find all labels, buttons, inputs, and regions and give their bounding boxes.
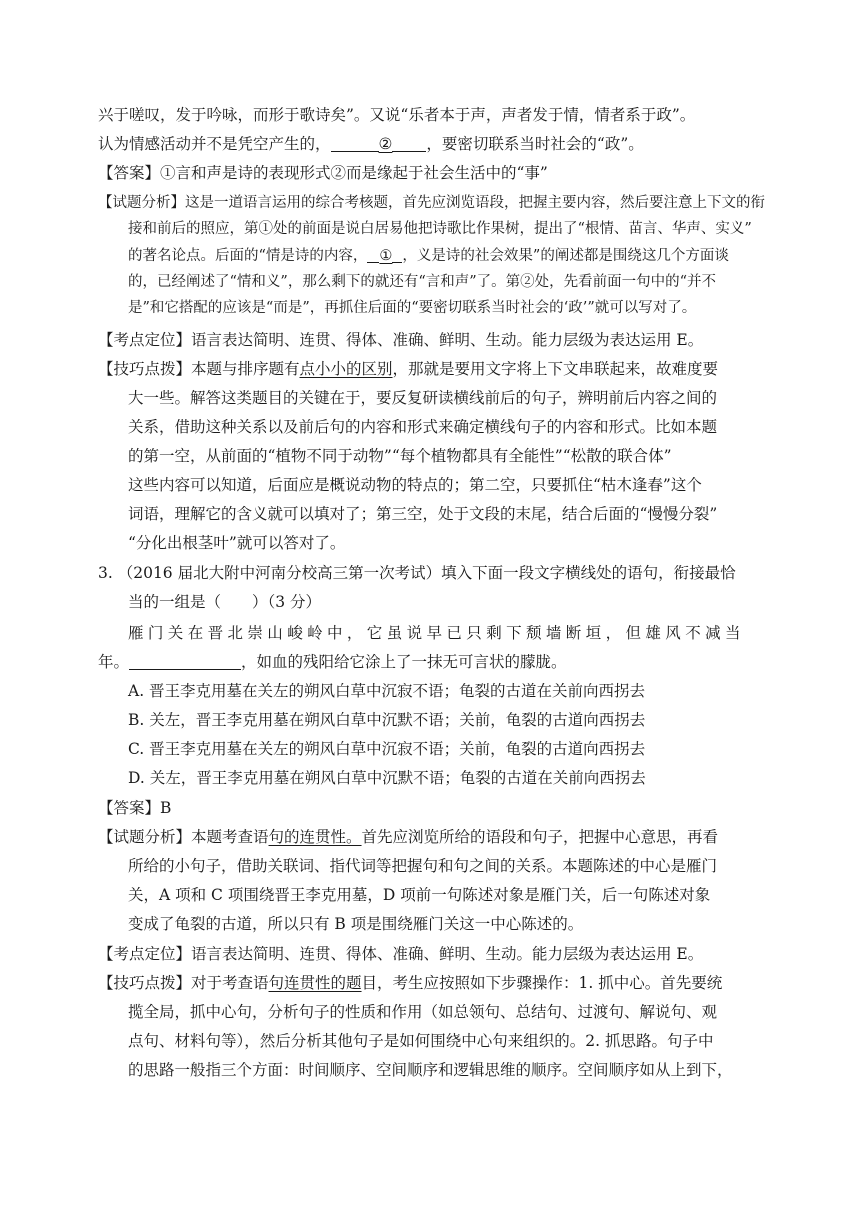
text-span: 首先应浏览所给的语段和句子，把握中心意思，再看 bbox=[361, 828, 719, 846]
text-span: 【技巧点拨】对于考查语 bbox=[98, 974, 269, 992]
underlined-text: 句连贯性的题 bbox=[268, 974, 362, 992]
fill-blank bbox=[392, 135, 426, 152]
tips-line: 关系，借助这种关系以及前后句的内容和形式来确定横线句子的内容和形式。比如本题 bbox=[128, 418, 718, 436]
passage-line: 雁门关在晋北崇山峻岭中，它虽说早已只剩下颓墙断垣，但雄风不减当 bbox=[128, 624, 745, 642]
underlined-text: 点小小的区别 bbox=[299, 360, 393, 378]
tips-line bbox=[98, 358, 718, 380]
fill-blank bbox=[392, 246, 402, 263]
option-d: D. 关左，晋王李克用墓在朔风白草中沉默不语；龟裂的古道在关前向西拐去 bbox=[128, 769, 646, 787]
fill-blank bbox=[367, 246, 379, 263]
analysis-line bbox=[98, 826, 718, 848]
passage-line bbox=[98, 651, 567, 673]
analysis-line: 变成了龟裂的古道，所以只有 B 项是围绕雁门关这一中心陈述的。 bbox=[128, 915, 584, 933]
analysis-line: 是”和它搭配的应该是“而是”，再抓住后面的“要密切联系当时社会的‘政’”就可以写对了。 bbox=[128, 300, 697, 316]
text-span: 【试题分析】本题考查语 bbox=[98, 828, 269, 846]
option-c: C. 晋王李克用墓在关左的朔风白草中沉寂不语；关前，龟裂的古道向西拐去 bbox=[128, 740, 646, 758]
option-a: A. 晋王李克用墓在关左的朔风白草中沉寂不语；龟裂的古道在关前向西拐去 bbox=[128, 682, 646, 700]
fill-blank bbox=[129, 653, 241, 670]
text-span: 目，考生应按照如下步骤操作：1. 抓中心。首先要统 bbox=[361, 974, 723, 992]
underlined-text: 句的连贯性。 bbox=[268, 828, 362, 846]
text-span: 【技巧点拨】本题与排序题有 bbox=[98, 360, 300, 378]
tips-line bbox=[98, 972, 722, 994]
analysis-line: 关，A 项和 C 项围绕晋王李克用墓，D 项前一句陈述对象是雁门关，后一句陈述对象 bbox=[128, 886, 711, 904]
text-line: 兴于嗟叹，发于吟咏，而形于歌诗矣”。又说“乐者本于声，声者发于情，情者系于政”。 bbox=[98, 106, 696, 124]
analysis-line bbox=[128, 245, 729, 267]
tips-line: 揽全局，抓中心句，分析句子的性质和作用（如总领句、总结句、过渡句、解说句、观 bbox=[128, 1003, 718, 1021]
tips-line: 词语，理解它的含义就可以填对了；第三空，处于文段的末尾，结合后面的“慢慢分裂” bbox=[128, 505, 718, 523]
blank-number: ① bbox=[379, 248, 393, 264]
kaodian-line: 【考点定位】语言表达简明、连贯、得体、准确、鲜明、生动。能力层级为表达运用 E。 bbox=[98, 331, 704, 349]
text-span: ，如血的残阳给它涂上了一抹无可言状的朦胧。 bbox=[241, 653, 567, 671]
tips-line: 这些内容可以知道，后面应是概说动物的特点的；第二空，只要抓住“枯木逢春”这个 bbox=[128, 476, 702, 494]
question-title: 3. （2016 届北大附中河南分校高三第一次考试）填入下面一段文字横线处的语句，衔接最恰 bbox=[98, 564, 736, 582]
option-b: B. 关左，晋王李克用墓在朔风白草中沉默不语；关前，龟裂的古道向西拐去 bbox=[128, 711, 646, 729]
analysis-line: 接和前后的照应，第①处的前面是说白居易他把诗歌比作果树，提出了“根情、苗言、华声、实义” bbox=[128, 221, 752, 237]
fill-blank bbox=[331, 135, 379, 152]
answer-line: 【答案】①言和声是诗的表现形式②而是缘起于社会生活中的“事” bbox=[98, 164, 548, 182]
tips-line: 点句、材料句等），然后分析其他句子是如何围绕中心句来组织的。2. 抓思路。句子中 bbox=[128, 1032, 714, 1050]
tips-line: 的第一空，从前面的“植物不同于动物”“每个植物都具有全能性”“松散的联合体” bbox=[128, 447, 672, 465]
text-line bbox=[98, 133, 644, 155]
tips-line: 大一些。解答这类题目的关键在于，要反复研读横线前后的句子，辨明前后内容之间的 bbox=[128, 389, 718, 407]
analysis-line: 的，已经阐述了“情和义”，那么剩下的就还有“言和声”了。第②处，先看前面一句中的“并不 bbox=[128, 274, 717, 290]
tips-line: “分化出根茎叶”就可以答对了。 bbox=[128, 534, 346, 552]
question-title: 当的一组是（ ）（3 分） bbox=[128, 593, 322, 611]
kaodian-line: 【考点定位】语言表达简明、连贯、得体、准确、鲜明、生动。能力层级为表达运用 E。 bbox=[98, 945, 704, 963]
text-span: ，要密切联系当时社会的“政”。 bbox=[426, 135, 644, 153]
answer-line: 【答案】B bbox=[98, 799, 172, 817]
tips-line: 的思路一般指三个方面：时间顺序、空间顺序和逻辑思维的顺序。空间顺序如从上到下， bbox=[128, 1061, 733, 1079]
analysis-line: 【试题分析】这是一道语言运用的综合考核题，首先应浏览语段，把握主要内容，然后要注意上下文的衔 bbox=[98, 195, 765, 211]
text-span: 的著名论点。后面的“情是诗的内容， bbox=[128, 248, 368, 264]
text-span: ，义是诗的社会效果”的阐述都是围绕这几个方面谈 bbox=[402, 248, 729, 264]
text-span: 年。 bbox=[98, 653, 130, 671]
analysis-line: 所给的小句子，借助关联词、指代词等把握句和句之间的关系。本题陈述的中心是雁门 bbox=[128, 857, 718, 875]
text-span: 认为情感活动并不是凭空产生的， bbox=[98, 135, 331, 153]
blank-number: ② bbox=[378, 135, 393, 153]
text-span: ，那就是要用文字将上下文串联起来，故难度要 bbox=[392, 360, 719, 378]
